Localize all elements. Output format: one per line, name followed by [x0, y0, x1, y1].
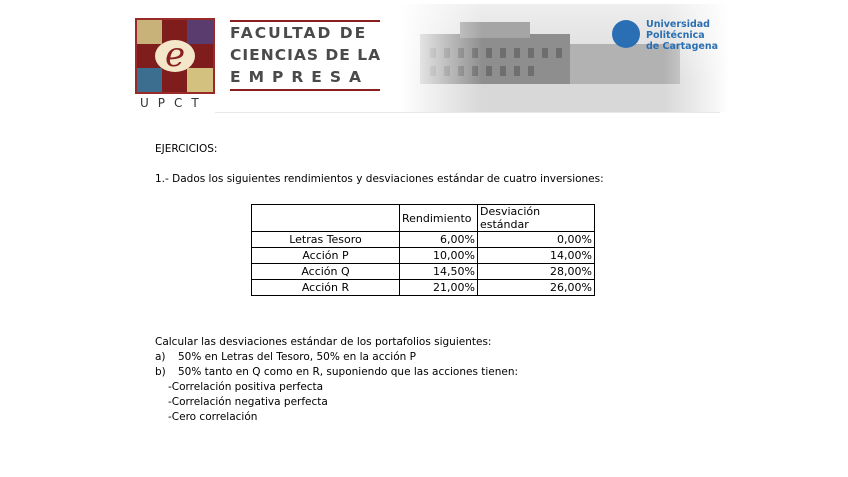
- table-cell: 0,00%: [478, 232, 595, 248]
- table-cell: 14,00%: [478, 248, 595, 264]
- case-negative-correlation: -Correlación negativa perfecta: [168, 396, 328, 408]
- table-cell: 28,00%: [478, 264, 595, 280]
- university-line-2: Politécnica: [646, 30, 705, 41]
- item-a-marker: a): [155, 351, 166, 363]
- calculation-instruction: Calcular las desviaciones estándar de los portafolios siguientes:: [155, 336, 492, 348]
- table-header-cell: Rendimiento: [400, 205, 478, 232]
- table-cell: 6,00%: [400, 232, 478, 248]
- table-cell: Acción P: [252, 248, 400, 264]
- table-cell: 21,00%: [400, 280, 478, 296]
- table-cell: 26,00%: [478, 280, 595, 296]
- faculty-line-1: FACULTAD DE: [230, 24, 368, 42]
- upct-caption: UPCT: [140, 96, 208, 110]
- item-b-text: 50% tanto en Q como en R, suponiendo que las acciones tienen:: [178, 366, 519, 378]
- investments-table: [251, 204, 595, 296]
- table-cell: 14,50%: [400, 264, 478, 280]
- table-row: [252, 280, 595, 296]
- table-header-cell: Desviación estándar: [478, 205, 595, 232]
- university-line-3: de Cartagena: [646, 41, 718, 52]
- table-header-cell: [252, 205, 400, 232]
- table-header-row: [252, 205, 595, 232]
- exercises-heading: EJERCICIOS:: [155, 143, 218, 155]
- case-positive-correlation: -Correlación positiva perfecta: [168, 381, 324, 393]
- item-b-marker: b): [155, 366, 166, 378]
- faculty-line-3: EMPRESA: [230, 68, 370, 86]
- faculty-line-2: CIENCIAS DE LA: [230, 46, 382, 64]
- table-cell: Letras Tesoro: [252, 232, 400, 248]
- table-row: [252, 248, 595, 264]
- item-a-text: 50% en Letras del Tesoro, 50% en la acción P: [178, 351, 416, 363]
- university-line-1: Universidad: [646, 19, 710, 30]
- table-cell: Acción R: [252, 280, 400, 296]
- table-cell: 10,00%: [400, 248, 478, 264]
- table-row: [252, 264, 595, 280]
- table-row: [252, 232, 595, 248]
- table-cell: Acción Q: [252, 264, 400, 280]
- logo-letter: e: [164, 35, 186, 75]
- case-zero-correlation: -Cero correlación: [168, 411, 258, 423]
- problem-statement: 1.- Dados los siguientes rendimientos y desviaciones estándar de cuatro inversiones:: [155, 173, 604, 185]
